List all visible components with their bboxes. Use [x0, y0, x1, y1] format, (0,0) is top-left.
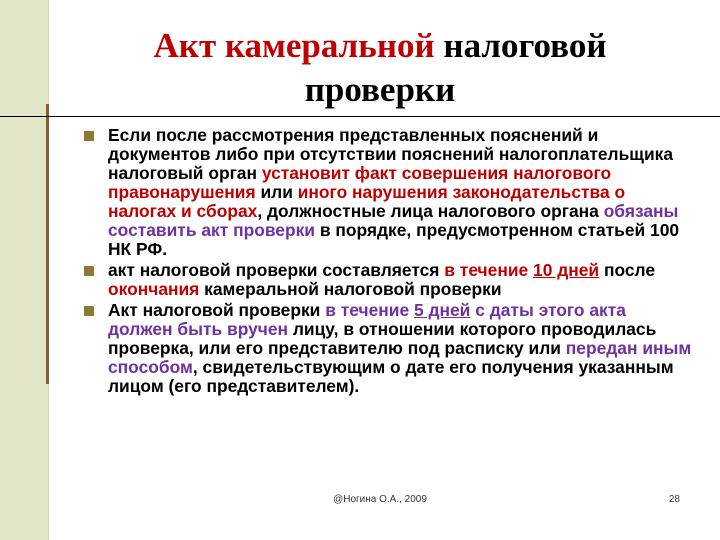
square-bullet-icon: [84, 306, 94, 316]
left-accent-bar: [46, 104, 49, 384]
bullet-text-segment: иного нарушения законодательства о налогах и сборах: [108, 182, 626, 221]
bullet-text-segment: передан иным способом: [108, 338, 692, 377]
bullet-text-segment: 10 дней: [533, 260, 600, 280]
bullet-text-segment: , должностные лица налогового органа: [257, 201, 604, 221]
bullet-text-segment: в течение: [444, 260, 534, 280]
bullet-text-segment: в порядке, предусмотренном статьей 100 НК РФ.: [108, 220, 680, 259]
bullet-item: [84, 261, 694, 299]
bullet-text-segment: , свидетельствующим о дате его получения указанным лицом (его представителем).: [108, 357, 674, 396]
bullet-text-segment: лицу, в отношении которого проводилась проверка, или его представителю под расписку или: [108, 319, 657, 358]
bullet-text-segment: с даты этого акта должен быть вручен: [108, 300, 626, 339]
bullet-text-segment: Акт налоговой проверки: [108, 300, 326, 320]
left-decorative-band: [0, 0, 48, 540]
title-text-1: налоговой: [434, 26, 607, 65]
bullet-text-segment: обязаны составить акт проверки: [108, 201, 679, 240]
bullet-text-segment: в течение: [325, 300, 414, 320]
square-bullet-icon: [84, 266, 94, 276]
bullet-item: [84, 126, 694, 259]
bullet-item: [84, 301, 694, 396]
bullet-text-segment: установит факт совершения налогового правонарушения: [108, 163, 612, 202]
footer-author: @Ногина О.А., 2009: [333, 494, 427, 505]
square-bullet-icon: [84, 131, 94, 141]
bullet-list: [84, 126, 694, 396]
bullet-text-segment: 5 дней: [413, 300, 471, 320]
bullet-text-segment: Если после рассмотрения представленных пояснений и документов либо при отсутствии пояснений налогоплательщика налоговый орган: [108, 125, 674, 183]
slide-title: [60, 24, 700, 112]
bullet-text-segment: после: [599, 260, 656, 280]
bullet-text-segment: окончания: [108, 279, 200, 299]
title-text-2: проверки: [304, 70, 456, 109]
bullet-text-segment: камеральной налоговой проверки: [199, 279, 502, 299]
page-number: 28: [668, 494, 680, 505]
title-divider: [0, 116, 720, 117]
bullet-text-segment: или: [255, 182, 298, 202]
bullet-text-segment: акт налоговой проверки составляется: [108, 260, 445, 280]
title-highlight: Акт камеральной: [153, 26, 435, 65]
